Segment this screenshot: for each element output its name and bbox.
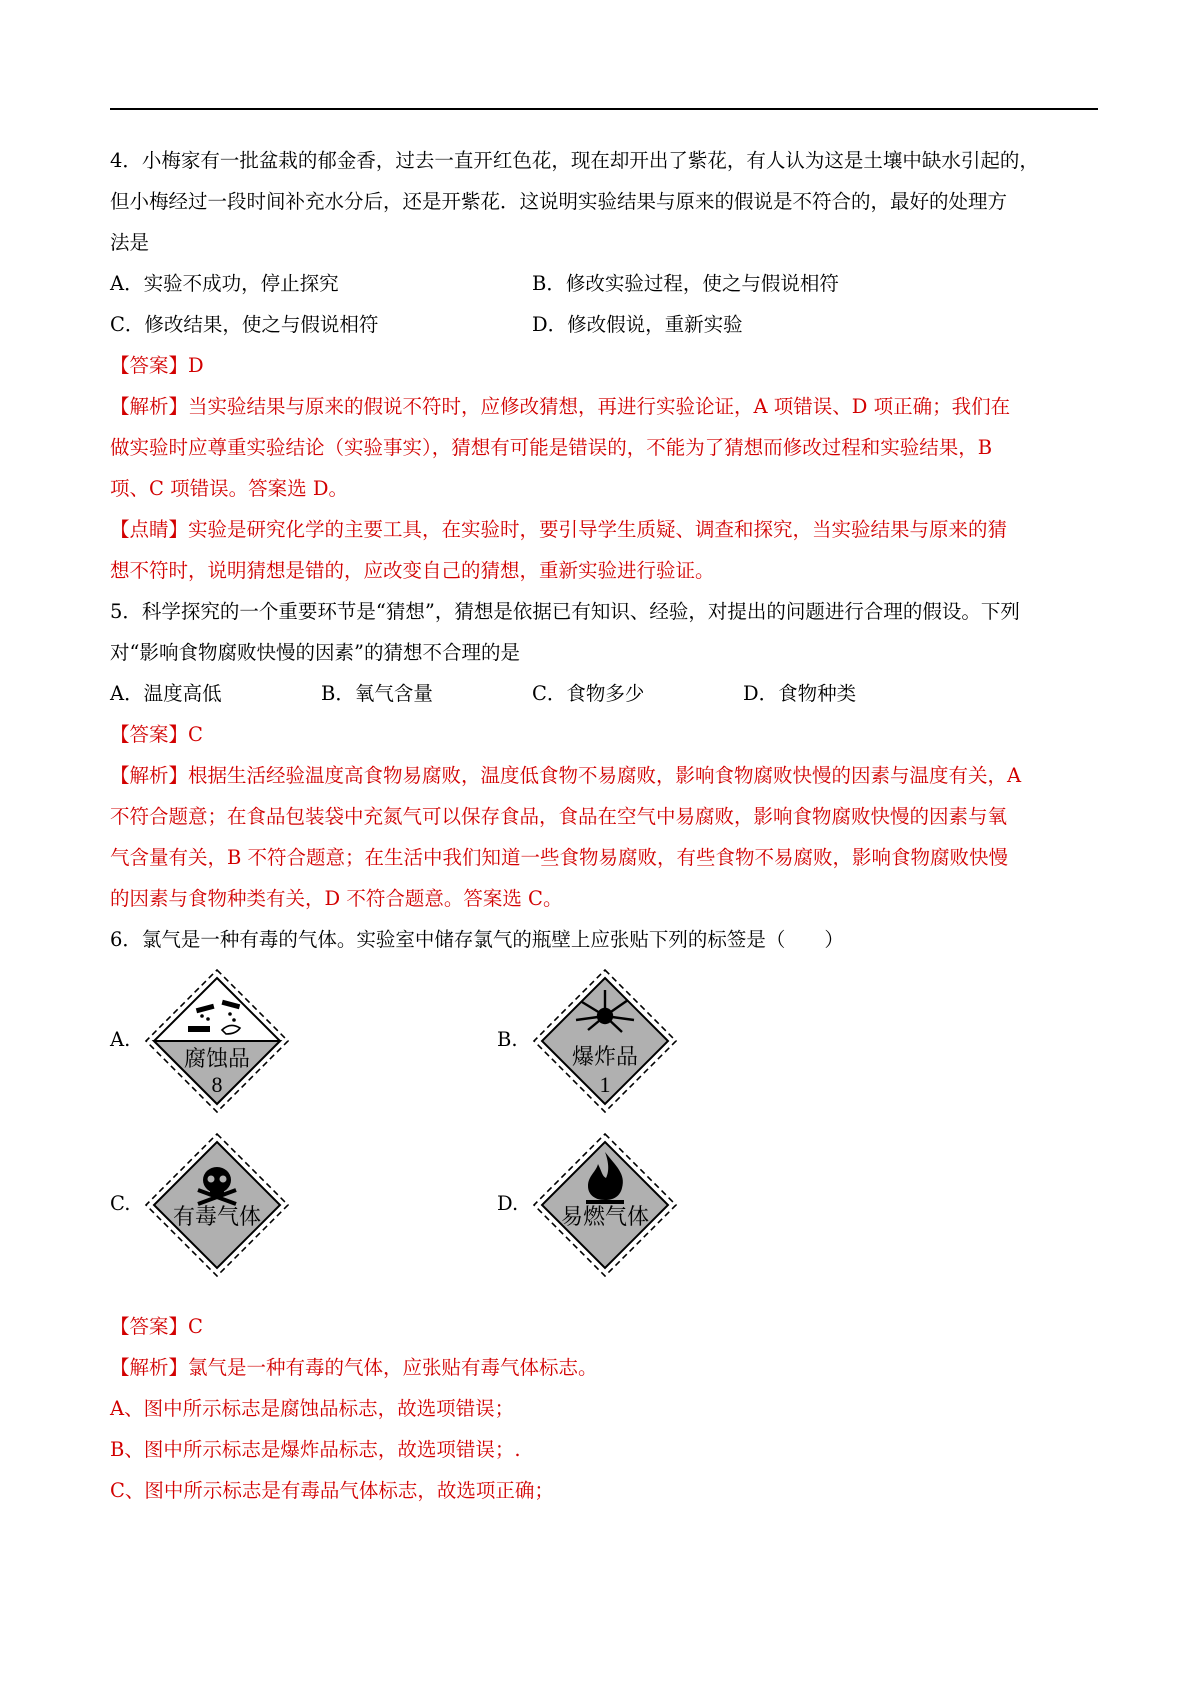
analysis-tag: 【解析】 (110, 764, 189, 787)
analysis-line: 项、C 项错误。答案选 D。 (110, 477, 348, 500)
option-d-label: D. (497, 1192, 519, 1215)
question-text-line: 但小梅经过一段时间补充水分后，还是开紫花．这说明实验结果与原来的假说是不符合的，最好的处理方 (110, 190, 1008, 213)
sign-number: 1 (599, 1072, 611, 1097)
question-text-line: 5．科学探究的一个重要环节是“猜想”，猜想是依据已有知识、经验，对提出的问题进行合理的假设。下列 (110, 600, 1020, 623)
question-text-line: 法是 (110, 231, 150, 254)
option-d: D．修改假说，重新实验 (532, 313, 743, 336)
analysis-line (110, 386, 1100, 427)
option-b-label: B. (497, 1028, 518, 1051)
sign-text: 易燃气体 (560, 1205, 650, 1230)
sign-corrosive (142, 966, 292, 1116)
header-rule (110, 108, 1098, 110)
option-d: D．食物种类 (743, 682, 857, 705)
comment-line: 想不符时，说明猜想是错的，应改变自己的猜想，重新实验进行验证。 (110, 559, 715, 582)
answer-value: C (188, 1315, 203, 1338)
answer-line (110, 714, 1100, 755)
question-4 (110, 140, 1100, 591)
answer-line (110, 345, 1100, 386)
answer-tag: 【答案】 (110, 354, 189, 377)
sign-text: 爆炸品 (571, 1045, 639, 1070)
answer-value: D (188, 354, 204, 377)
analysis-line: B、图中所示标志是爆炸品标志，故选项错误；. (110, 1438, 521, 1461)
analysis-line: A、图中所示标志是腐蚀品标志，故选项错误； (110, 1397, 515, 1420)
analysis-tag: 【解析】 (110, 395, 189, 418)
option-c-label: C. (110, 1192, 131, 1215)
analysis-line: C、图中所示标志是有毒品气体标志，故选项正确； (110, 1479, 554, 1502)
sign-explosive (530, 966, 680, 1116)
answer-tag: 【答案】 (110, 723, 189, 746)
analysis-line: 做实验时应尊重实验结论（实验事实），猜想有可能是错误的，不能为了猜想而修改过程和实验结果，B (110, 436, 993, 459)
option-c: C．食物多少 (532, 682, 645, 705)
option-b: B．修改实验过程，使之与假说相符 (532, 272, 839, 295)
question-text-line: 对“影响食物腐败快慢的因素”的猜想不合理的是 (110, 641, 520, 664)
document-page (110, 140, 1100, 1511)
hazard-signs (110, 966, 1100, 1306)
comment-tag: 【点睛】 (110, 518, 189, 541)
answer-tag: 【答案】 (110, 1315, 189, 1338)
sign-number: 8 (211, 1072, 223, 1097)
answer-line (110, 1306, 1100, 1347)
option-a-label: A. (110, 1028, 131, 1051)
options-row (110, 304, 1100, 345)
question-text-line: 4．小梅家有一批盆栽的郁金香，过去一直开红色花，现在却开出了紫花，有人认为这是土壤中缺水引起的， (110, 149, 1039, 172)
analysis-line: 气含量有关，B 不符合题意；在生活中我们知道一些食物易腐败，有些食物不易腐败，影响食物腐败快慢 (110, 846, 1009, 869)
question-text-line: 6．氯气是一种有毒的气体。实验室中储存氯气的瓶壁上应张贴下列的标签是（ ） (110, 928, 844, 951)
analysis-line (110, 755, 1100, 796)
sign-toxic-gas (142, 1130, 292, 1280)
analysis-line: 的因素与食物种类有关，D 不符合题意。答案选 C。 (110, 887, 563, 910)
analysis-tag: 【解析】 (110, 1356, 189, 1379)
analysis-line: 不符合题意；在食品包装袋中充氮气可以保存食品，食品在空气中易腐败，影响食物腐败快慢的因素与氧 (110, 805, 1008, 828)
option-c: C．修改结果，使之与假说相符 (110, 313, 379, 336)
option-a: A．温度高低 (110, 682, 222, 705)
option-b: B．氧气含量 (321, 682, 433, 705)
analysis-line (110, 1347, 1100, 1388)
sign-text: 有毒气体 (172, 1205, 262, 1230)
answer-value: C (188, 723, 203, 746)
options-row (110, 673, 1100, 714)
question-5 (110, 591, 1100, 919)
analysis-text: 根据生活经验温度高食物易腐败，温度低食物不易腐败，影响食物腐败快慢的因素与温度有关，A (188, 764, 1022, 787)
question-6 (110, 919, 1100, 1511)
analysis-text: 氯气是一种有毒的气体，应张贴有毒气体标志。 (188, 1356, 598, 1379)
analysis-text: 当实验结果与原来的假说不符时，应修改猜想，再进行实验论证，A 项错误、D 项正确；我们在 (188, 395, 1011, 418)
comment-text: 实验是研究化学的主要工具，在实验时，要引导学生质疑、调查和探究，当实验结果与原来的猜 (188, 518, 1008, 541)
sign-text: 腐蚀品 (183, 1047, 251, 1072)
comment-line (110, 509, 1100, 550)
options-row (110, 263, 1100, 304)
option-a: A．实验不成功，停止探究 (110, 272, 339, 295)
sign-flammable-gas (530, 1130, 680, 1280)
